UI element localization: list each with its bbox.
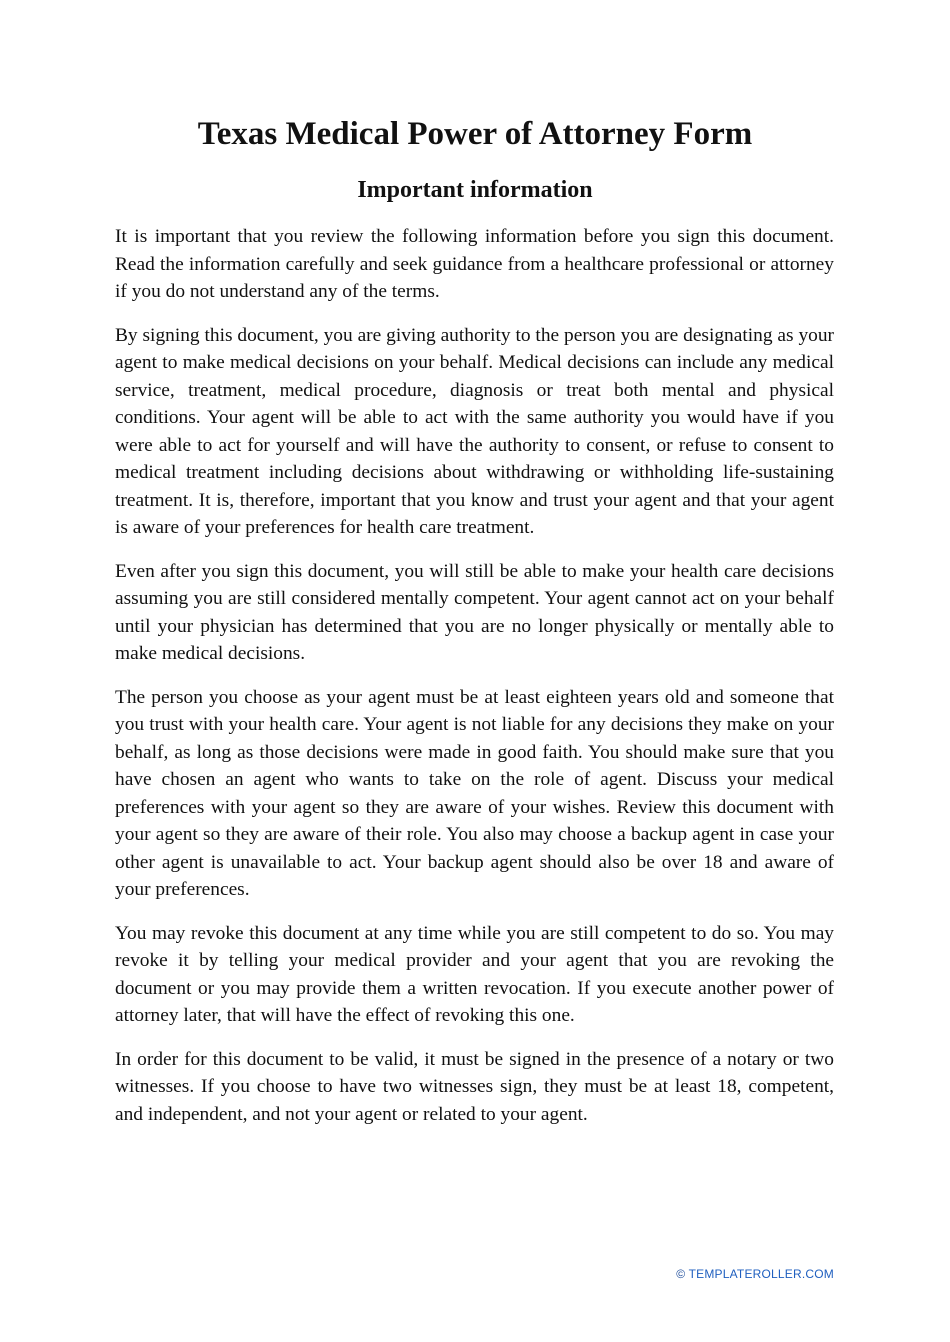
paragraph-revocation: You may revoke this document at any time while you are still competent to do so. You may revoke it by telling your medical provider and your agent that you are revoking the document or you may provide them a written revocation. If you execute another power of attorney later, that will have the effect of revoking this one. [115,922,834,1026]
paragraph-validity: In order for this document to be valid, it must be signed in the presence of a notary or two witnesses. If you choose to have two witnesses sign, they must be at least 18, competent, and independent, and not your agent or related to your agent. [115,1048,834,1125]
footer-credit [676,1266,834,1282]
section-heading: Important information [357,177,593,203]
document-title: Texas Medical Power of Attorney Form [197,116,753,152]
paragraph-competence: Even after you sign this document, you will still be able to make your health care decisions assuming you are still considered mentally competent. Your agent cannot act on your behalf until your physician has determined that you are no longer physically or mentally able to make medical decisions. [115,560,834,664]
copyright-symbol: © [676,1267,686,1281]
document-body [115,223,834,1144]
paragraph-review-info: It is important that you review the following information before you sign this document. Read the information carefully and seek guidance from a healthcare professional or attorney if you do not understand any of the terms. [115,226,834,302]
templateroller-link[interactable]: TEMPLATEROLLER.COM [688,1267,834,1281]
paragraph-agent-authority: By signing this document, you are giving authority to the person you are designating as your agent to make medical decisions on your behalf. Medical decisions can include any medical service, treatment, medical procedure, diagnosis or treat both mental and physical conditions. Your agent will be able to act with the same authority you would have if you were able to act for yourself and will have the authority to consent, or refuse to consent to medical treatment including decisions about withdrawing or withholding life-sustaining treatment. It is, therefore, important that you know and trust your agent and that your agent is aware of your preferences for health care treatment. [115,324,834,538]
paragraph-agent-requirements: The person you choose as your agent must be at least eighteen years old and someone that you trust with your health care. Your agent is not liable for any decisions they make on your behalf, as long as those decisions were made in good faith. You should make sure that you have chosen an agent who wants to take on the role of agent. Discuss your medical preferences with your agent so they are aware of your wishes. Review this document with your agent so they are aware of their role. You also may choose a backup agent in case your other agent is unavailable to act. Your backup agent should also be over 18 and aware of your preferences. [115,686,834,900]
